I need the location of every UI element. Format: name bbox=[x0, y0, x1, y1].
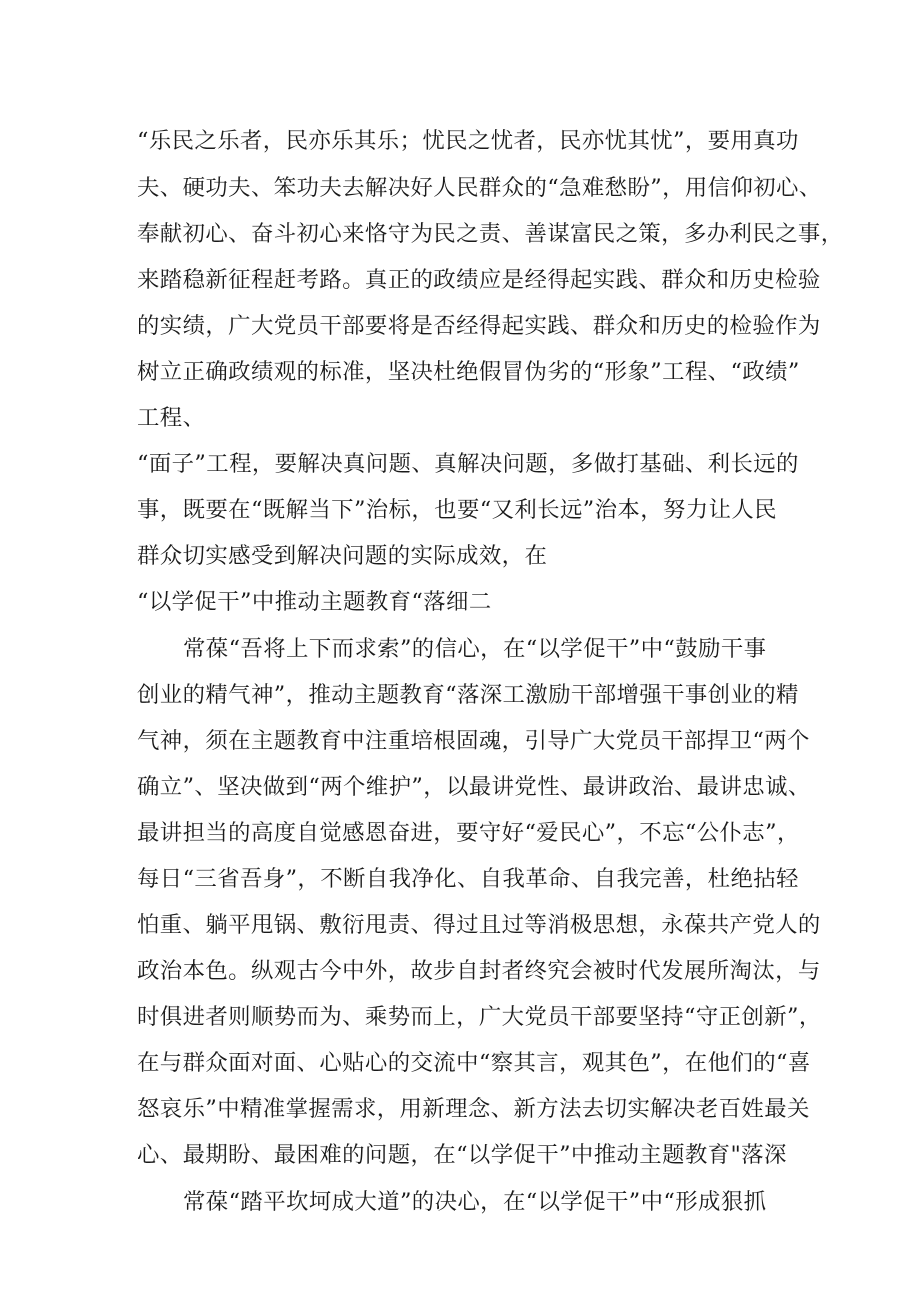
text-line: 确立”、坚决做到“两个维护”，以最讲党性、最讲政治、最讲忠诚、 bbox=[137, 774, 811, 800]
text-line: 心、最期盼、最困难的问题，在“以学促干”中推动主题教育"落深 bbox=[137, 1142, 787, 1168]
text-line: 工程、 bbox=[137, 405, 206, 431]
paragraph-first-line: 常葆“吾将上下而求索”的信心，在“以学促干”中“鼓励干事 bbox=[183, 636, 767, 662]
text-line: 来踏稳新征程赶考路。真正的政绩应是经得起实践、群众和历史检验 bbox=[137, 267, 821, 293]
text-line: 最讲担当的高度自觉感恩奋进，要守好“爱民心”，不忘“公仆志”， bbox=[137, 820, 800, 846]
text-line: 气神，须在主题教育中注重培根固魂，引导广大党员干部捍卫“两个 bbox=[137, 728, 810, 754]
text-line: “乐民之乐者，民亦乐其乐；忧民之忧者，民亦忧其忧”，要用真功 bbox=[137, 128, 799, 154]
text-line: 创业的精气神”，推动主题教育“落深工激励干部增强干事创业的精 bbox=[137, 682, 799, 708]
text-line: 怒哀乐”中精准掌握需求，用新理念、新方法去切实解决老百姓最关 bbox=[137, 1096, 810, 1122]
text-line: 群众切实感受到解决问题的实际成效，在 bbox=[137, 543, 548, 569]
text-line: 每日“三省吾身”，不断自我净化、自我革命、自我完善，杜绝拈轻 bbox=[137, 866, 799, 892]
text-line: 夫、硬功夫、笨功夫去解决好人民群众的“急难愁盼”，用信仰初心、 bbox=[137, 175, 822, 201]
text-line: 的实绩，广大党员干部要将是否经得起实践、群众和历史的检验作为 bbox=[137, 313, 821, 339]
text-line: 奉献初心、奋斗初心来恪守为民之责、善谋富民之策，多办利民之事， bbox=[137, 221, 844, 247]
section-heading: “以学促干”中推动主题教育“落细二 bbox=[137, 589, 492, 615]
paragraph-first-line: 常葆“踏平坎坷成大道”的决心，在“以学促干”中“形成狠抓 bbox=[183, 1189, 767, 1215]
text-line: 事，既要在“既解当下”治标，也要“又利长远”治本，努力让人民 bbox=[137, 497, 777, 523]
text-line: “面子”工程，要解决真问题、真解决问题，多做打基础、利长远的 bbox=[137, 451, 799, 477]
text-line: 时俱进者则顺势而为、乘势而上，广大党员干部要坚持“守正创新”， bbox=[137, 1004, 822, 1030]
text-line: 在与群众面对面、心贴心的交流中“察其言，观其色”，在他们的“喜 bbox=[137, 1050, 811, 1076]
text-line: 政治本色。纵观古今中外，故步自封者终究会被时代发展所淘汰，与 bbox=[137, 958, 821, 984]
text-line: 树立正确政绩观的标准，坚决杜绝假冒伪劣的“形象”工程、“政绩” bbox=[137, 359, 800, 385]
text-line: 怕重、躺平甩锅、敷衍甩责、得过且过等消极思想，永葆共产党人的 bbox=[137, 912, 821, 938]
